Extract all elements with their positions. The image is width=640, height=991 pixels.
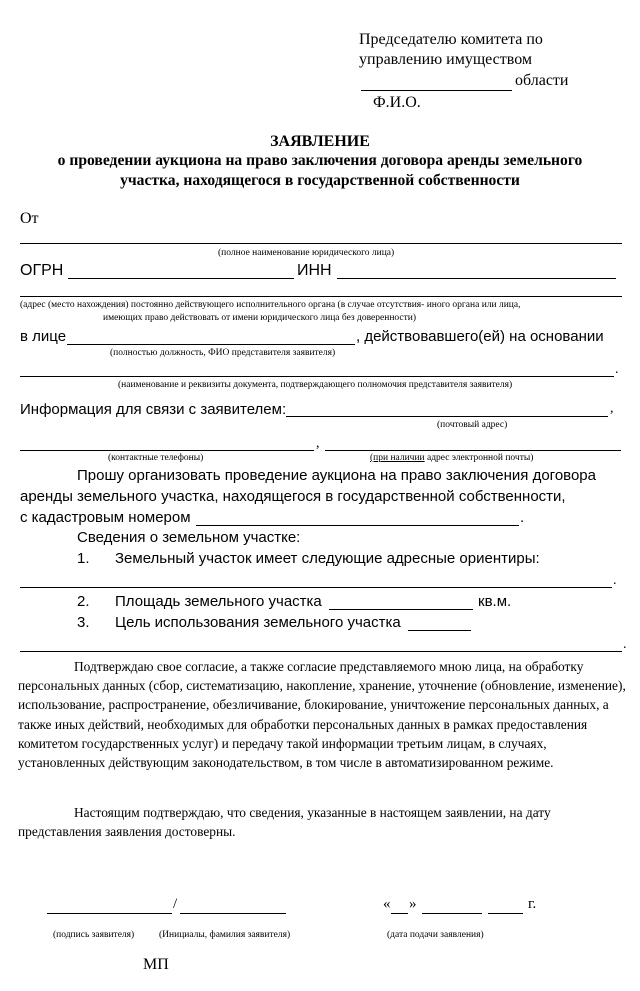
parcel-item1-end: .: [613, 573, 617, 588]
parcel-item2-text: Площадь земельного участка: [115, 593, 322, 610]
year-suffix: г.: [528, 896, 537, 912]
signature-slash: /: [173, 896, 178, 912]
representative-line: [67, 344, 355, 345]
date-open-quote: «: [383, 896, 391, 912]
inn-label: ИНН: [297, 262, 332, 279]
caption-email-rest: адрес электронной почты): [424, 453, 534, 463]
stamp-place: МП: [143, 956, 169, 973]
caption-applicant-name: (полное наименование юридического лица): [218, 248, 395, 258]
inn-line: [337, 278, 616, 279]
document-title-line2: участка, находящегося в государственной собственности: [120, 172, 520, 189]
postal-address-line: [286, 416, 608, 417]
in-person-label: в лице: [20, 328, 67, 345]
applicant-name-line: [20, 243, 622, 244]
signature-line: [47, 913, 172, 914]
area-line: [329, 609, 473, 610]
cadastral-number-line: [196, 525, 519, 526]
parcel-item3-num: 3.: [77, 614, 90, 631]
document-heading: ЗАЯВЛЕНИЕ: [270, 133, 370, 150]
date-month-line: [422, 913, 482, 914]
phones-comma: ,: [316, 436, 320, 451]
purpose-line-short: [408, 630, 471, 631]
caption-address-1: (адрес (место нахождения) постоянно действующего исполнительного органа (в случае отсутствия- иного органа или лица,: [20, 300, 521, 310]
addressee-fio: Ф.И.О.: [373, 94, 421, 111]
parcel-item2-num: 2.: [77, 593, 90, 610]
acting-text: , действовавшего(ей) на основании: [356, 328, 604, 345]
purpose-line: [20, 651, 622, 652]
addressee-line2: управлению имуществом: [359, 51, 533, 68]
caption-address-2: имеющих право действовать от имени юридического лица без доверенности): [103, 313, 416, 323]
addressee-line1: Председателю комитета по: [359, 31, 543, 48]
document-line: [20, 376, 614, 377]
ogrn-label: ОГРН: [20, 262, 64, 279]
cadastral-period: .: [520, 509, 525, 526]
date-year-line: [488, 913, 523, 914]
caption-signature: (подпись заявителя): [53, 930, 135, 940]
parcel-heading: Сведения о земельном участке:: [77, 529, 301, 546]
request-line1: Прошу организовать проведение аукциона на право заключения договора: [77, 467, 596, 484]
caption-date: (дата подачи заявления): [387, 930, 484, 940]
region-line: [361, 90, 512, 91]
consent-paragraph: Подтверждаю свое согласие, а также согласие представляемого мною лица, на обработку персональных данных (сбор, систематизацию, накопление, хранение, уточнение (обновление, изменение), использование, распространение, обезличивание, блокирование, уничтожение персональных данных, а также иных действий, необходимых для обработки персональных данных в рамках предоставления комитетом государственных услуг) и передачу такой информации третьим лицам, в случаях, установленных действующим законодательством, в том числе в автоматизированном режиме.: [18, 659, 626, 771]
parcel-item3-text: Цель использования земельного участка: [115, 614, 401, 631]
area-unit: кв.м.: [478, 593, 512, 610]
parcel-item1-num: 1.: [77, 550, 90, 567]
region-suffix: области: [515, 72, 569, 89]
address-landmarks-line: [20, 587, 612, 588]
document-title-line1: о проведении аукциона на право заключения договора аренды земельного: [57, 152, 583, 169]
ogrn-line: [68, 278, 294, 279]
caption-initials: (Инициалы, фамилия заявителя): [159, 930, 291, 940]
contact-comma: ,: [610, 401, 614, 416]
caption-phones: (контактные телефоны): [108, 453, 204, 463]
caption-position: (полностью должность, ФИО представителя заявителя): [110, 348, 336, 358]
caption-document: (наименование и реквизиты документа, подтверждающего полномочия представителя заявителя): [118, 380, 513, 390]
caption-email: [370, 453, 533, 463]
address-line: [20, 296, 622, 297]
phones-line: [20, 450, 314, 451]
caption-email-prefix: (при наличии: [370, 453, 425, 463]
date-day-line: [391, 913, 408, 914]
document-period: .: [615, 362, 619, 377]
request-line2: аренды земельного участка, находящегося в государственной собственности,: [20, 488, 566, 505]
contact-label: Информация для связи с заявителем:: [20, 401, 287, 418]
email-line: [325, 450, 621, 451]
confirmation-paragraph: Настоящим подтверждаю, что сведения, указанные в настоящем заявлении, на дату представления заявления достоверны.: [18, 805, 551, 840]
request-line3: с кадастровым номером: [20, 509, 191, 526]
parcel-item3-end: .: [623, 637, 627, 652]
caption-postal: (почтовый адрес): [437, 420, 508, 430]
from-label: От: [20, 210, 39, 227]
date-close-quote: »: [409, 896, 417, 912]
initials-line: [180, 913, 286, 914]
parcel-item1-text: Земельный участок имеет следующие адресные ориентиры:: [115, 550, 540, 567]
